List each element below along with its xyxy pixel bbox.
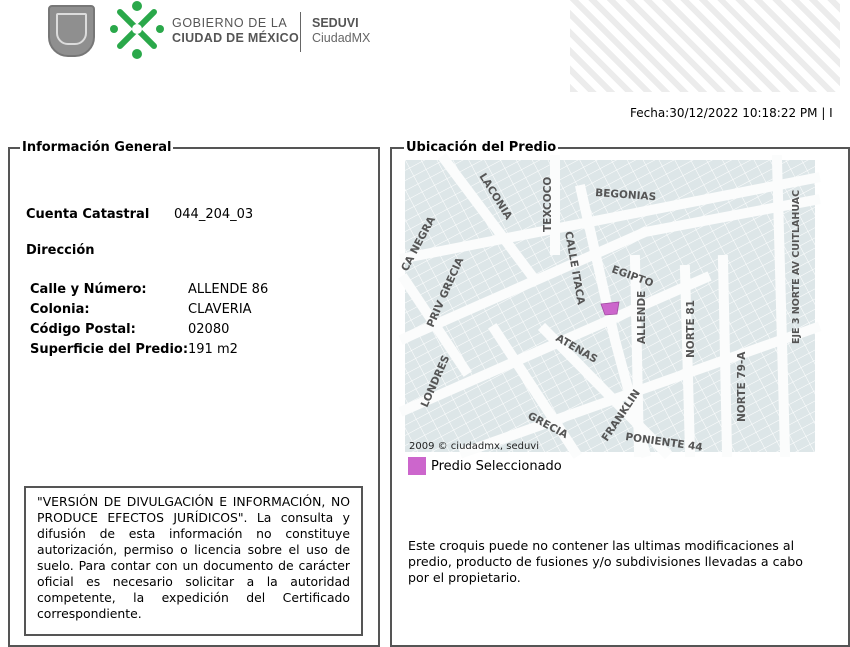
agency-name: SEDUVI (312, 16, 359, 30)
field-value: CLAVERIA (188, 302, 252, 317)
legal-notice: "VERSIÓN DE DIVULGACIÓN E INFORMACIÓN, NO PRODUCE EFECTOS JURÍDICOS". La consulta y difusión de esta información no constituye autorización, permiso o licencia sobre el uso de suelo. Para contar con un documento de carácter oficial es necesario solicitar a la autoridad competente, la expedición del Certificado correspondiente. (24, 486, 363, 636)
street-label: NORTE 79-A (736, 351, 748, 422)
street-label: GRECIA (525, 410, 570, 442)
street-label: NORTE 81 (685, 300, 697, 358)
header-pattern (570, 0, 840, 92)
field-label: Código Postal: (30, 322, 136, 337)
gov-line-1: GOBIERNO DE LA (172, 16, 288, 30)
cdmx-logo-icon (110, 0, 164, 60)
info-general-legend: Información General (22, 140, 172, 155)
field-label: Calle y Número: (30, 282, 147, 297)
agency-subtitle: CiudadMX (312, 31, 371, 45)
street-label: PONIENTE 44 (624, 431, 704, 454)
street-label: LONDRES (418, 353, 453, 410)
street-label: CALLE ITACA (562, 230, 587, 306)
map-copyright: 2009 © ciudadmx, seduvi (409, 441, 540, 452)
direccion-label: Dirección (26, 243, 95, 258)
street-label: EGIPTO (609, 263, 655, 290)
field-value: 02080 (188, 322, 230, 337)
street-label: PRIV GRECIA (424, 255, 467, 330)
map-disclaimer: Este croquis puede no contener las ultimas modificaciones al predio, producto de fusiones y/o subdivisiones llevadas a cabo por el propietario. (408, 538, 803, 585)
site-header (0, 0, 840, 95)
cuenta-value: 044_204_03 (174, 207, 254, 222)
ubicacion-legend: Ubicación del Predio (406, 140, 557, 155)
map-legend-label: Predio Seleccionado (431, 459, 562, 474)
street-label: TEXCOCO (542, 176, 554, 232)
gov-line-2: CIUDAD DE MÉXICO (172, 31, 300, 45)
field-value: 191 m2 (188, 342, 238, 357)
street-label: EJE 3 NORTE AV CUITLAHUAC (791, 189, 802, 344)
street-label: FRANKLIN (599, 387, 643, 444)
field-label: Colonia: (30, 302, 90, 317)
location-map[interactable] (399, 160, 815, 454)
field-value: ALLENDE 86 (188, 282, 269, 297)
header-divider (300, 12, 301, 52)
date-stamp: Fecha:30/12/2022 10:18:22 PM | I (630, 106, 833, 120)
street-label: CA NEGRA (399, 214, 438, 274)
cdmx-coat-of-arms-icon (48, 5, 95, 57)
cuenta-label: Cuenta Catastral (26, 207, 150, 222)
field-label: Superficie del Predio: (30, 342, 189, 357)
selected-lot-swatch-icon (408, 457, 426, 475)
street-label: BEGONIAS (594, 187, 657, 204)
street-label: LACONIA (476, 171, 515, 222)
street-label: ATENAS (553, 332, 600, 366)
street-label: ALLENDE (636, 290, 648, 344)
